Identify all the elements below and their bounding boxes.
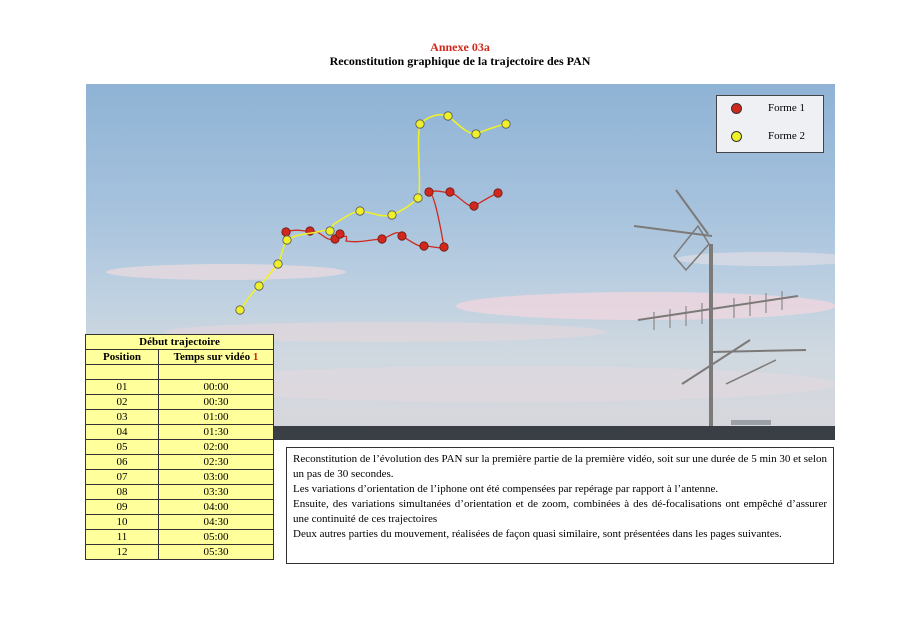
table-row [86, 470, 274, 485]
position-cell: 01 [86, 380, 159, 395]
position-cell: 04 [86, 425, 159, 440]
position-cell: 03 [86, 410, 159, 425]
trajectory-table [85, 334, 274, 560]
position-cell: 11 [86, 530, 159, 545]
time-cell: 04:30 [159, 515, 274, 530]
table-row [86, 380, 274, 395]
annex-label: Annexe 03a [430, 40, 490, 54]
legend [716, 95, 824, 153]
position-cell: 12 [86, 545, 159, 560]
legend-item-forme-2 [717, 128, 805, 144]
position-cell: 05 [86, 440, 159, 455]
table-row [86, 530, 274, 545]
position-cell: 10 [86, 515, 159, 530]
time-cell: 05:30 [159, 545, 274, 560]
spacer-cell [86, 365, 159, 380]
description-box [286, 447, 834, 564]
position-cell: 07 [86, 470, 159, 485]
legend-label: Forme 1 [768, 102, 805, 114]
red-dot-icon [731, 103, 742, 114]
page-header [0, 40, 900, 69]
description-paragraph: Les variations d’orientation de l’iphone ont été compensées par repérage par rapport à l’antenne. [293, 483, 719, 495]
trajectory-forme-2 [240, 115, 506, 310]
table-row [86, 455, 274, 470]
table-row [86, 395, 274, 410]
table-row [86, 440, 274, 455]
spacer-cell [159, 365, 274, 380]
time-cell: 03:00 [159, 470, 274, 485]
table-row [86, 410, 274, 425]
position-cell: 06 [86, 455, 159, 470]
description-paragraph: Deux autres parties du mouvement, réalisées de façon quasi similaire, sont présentées dans les pages suivantes. [293, 528, 782, 540]
time-cell: 02:00 [159, 440, 274, 455]
position-cell: 08 [86, 485, 159, 500]
table-row [86, 425, 274, 440]
time-cell: 00:00 [159, 380, 274, 395]
table-title: Début trajectoire [86, 335, 274, 350]
cloud [456, 292, 835, 320]
yellow-dot-icon [731, 131, 742, 142]
legend-label: Forme 2 [768, 130, 805, 142]
position-cell: 09 [86, 500, 159, 515]
time-cell: 01:00 [159, 410, 274, 425]
time-cell: 00:30 [159, 395, 274, 410]
cloud [106, 264, 346, 280]
table-row [86, 500, 274, 515]
cloud [176, 366, 835, 402]
table-row [86, 485, 274, 500]
time-cell: 03:30 [159, 485, 274, 500]
legend-item-forme-1 [717, 100, 805, 116]
time-cell: 02:30 [159, 455, 274, 470]
time-cell: 04:00 [159, 500, 274, 515]
table-body [86, 380, 274, 560]
position-cell: 02 [86, 395, 159, 410]
column-header-time [159, 350, 274, 365]
time-cell: 05:00 [159, 530, 274, 545]
description-paragraph: Reconstitution de l’évolution des PAN sur la première partie de la première vidéo, soit sur une durée de 5 min 30 et selon un pas de 30 secondes. [293, 453, 827, 480]
footnote-marker: 1 [252, 351, 259, 363]
time-cell: 01:30 [159, 425, 274, 440]
column-header-position: Position [86, 350, 159, 365]
column-header-time-label: Temps sur vidéo [173, 351, 251, 363]
page-title: Reconstitution graphique de la trajectoire des PAN [329, 54, 591, 68]
table-row [86, 515, 274, 530]
table-row [86, 545, 274, 560]
description-paragraph: Ensuite, des variations simultanées d’orientation et de zoom, combinées à des dé-focalisations ont empêché d’assurer une continuité de ces trajectoires [293, 498, 827, 525]
